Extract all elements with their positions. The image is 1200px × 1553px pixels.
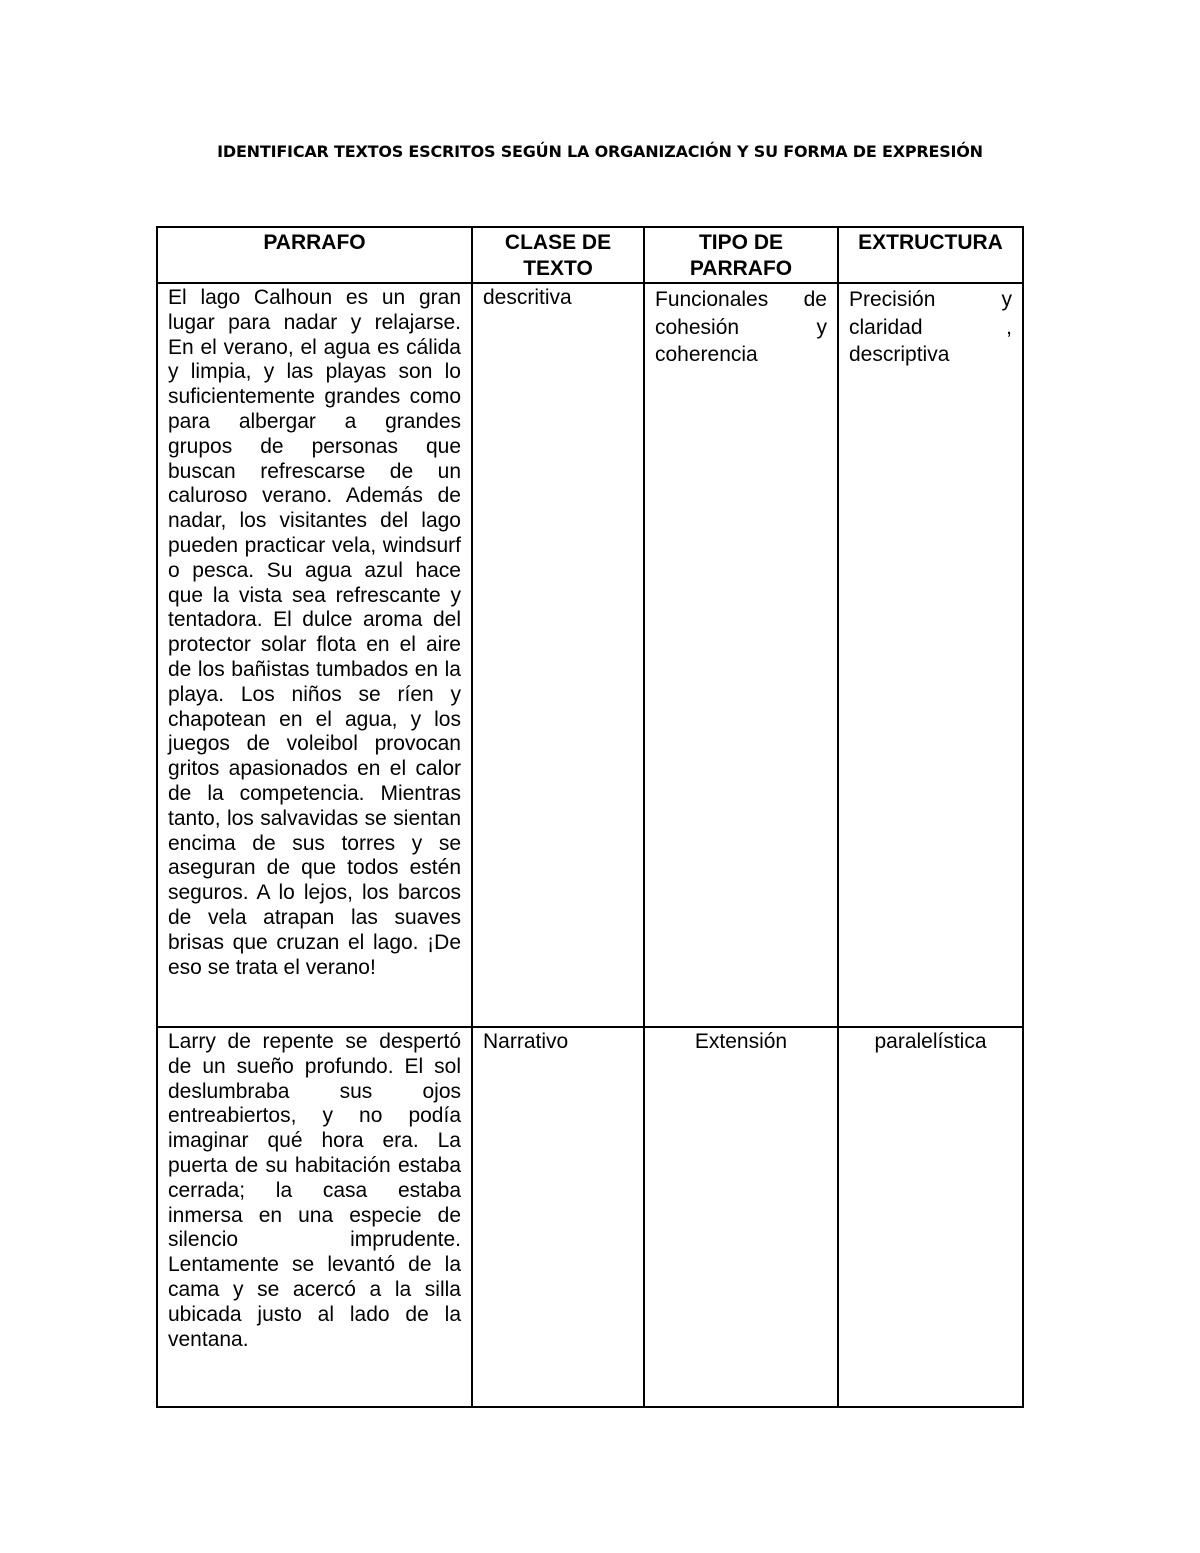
paragraph-type-cell: Funcionales de cohesión y coherencia [644,283,838,1027]
header-estructura: EXTRUCTURA [838,227,1023,283]
paragraph-cell: Larry de repente se despertó de un sueño profundo. El sol deslumbraba sus ojos entreabiertos, y no podía imaginar qué hora era. La puerta de su habitación estaba cerrada; la casa estaba inmersa en una especie de silencio imprudente. Lentamente se levantó de la cama y se acercó a la silla ubicada justo al lado de la ventana. [157,1027,472,1407]
structure-cell: paralelística [838,1027,1023,1407]
classification-table [156,226,1024,1408]
header-tipo-de-parrafo: TIPO DE PARRAFO [644,227,838,283]
header-clase-de-texto: CLASE DE TEXTO [472,227,644,283]
table-header-row [157,227,1023,283]
table-row [157,1027,1023,1407]
document-title: IDENTIFICAR TEXTOS ESCRITOS SEGÚN LA ORGANIZACIÓN Y SU FORMA DE EXPRESIÓN [217,142,983,161]
table-row [157,283,1023,1027]
header-parrafo: PARRAFO [157,227,472,283]
text-class-cell: descritiva [472,283,644,1027]
structure-cell: Precisión y claridad , descriptiva [838,283,1023,1027]
paragraph-type-cell: Extensión [644,1027,838,1407]
paragraph-cell: El lago Calhoun es un gran lugar para nadar y relajarse. En el verano, el agua es cálida y limpia, y las playas son lo suficientemente grandes como para albergar a grandes grupos de personas que buscan refrescarse de un caluroso verano. Además de nadar, los visitantes del lago pueden practicar vela, windsurf o pesca. Su agua azul hace que la vista sea refrescante y tentadora. El dulce aroma del protector solar flota en el aire de los bañistas tumbados en la playa. Los niños se ríen y chapotean en el agua, y los juegos de voleibol provocan gritos apasionados en el calor de la competencia. Mientras tanto, los salvavidas se sientan encima de sus torres y se aseguran de que todos estén seguros. A lo lejos, los barcos de vela atrapan las suaves brisas que cruzan el lago. ¡De eso se trata el verano! [157,283,472,1027]
text-class-cell: Narrativo [472,1027,644,1407]
